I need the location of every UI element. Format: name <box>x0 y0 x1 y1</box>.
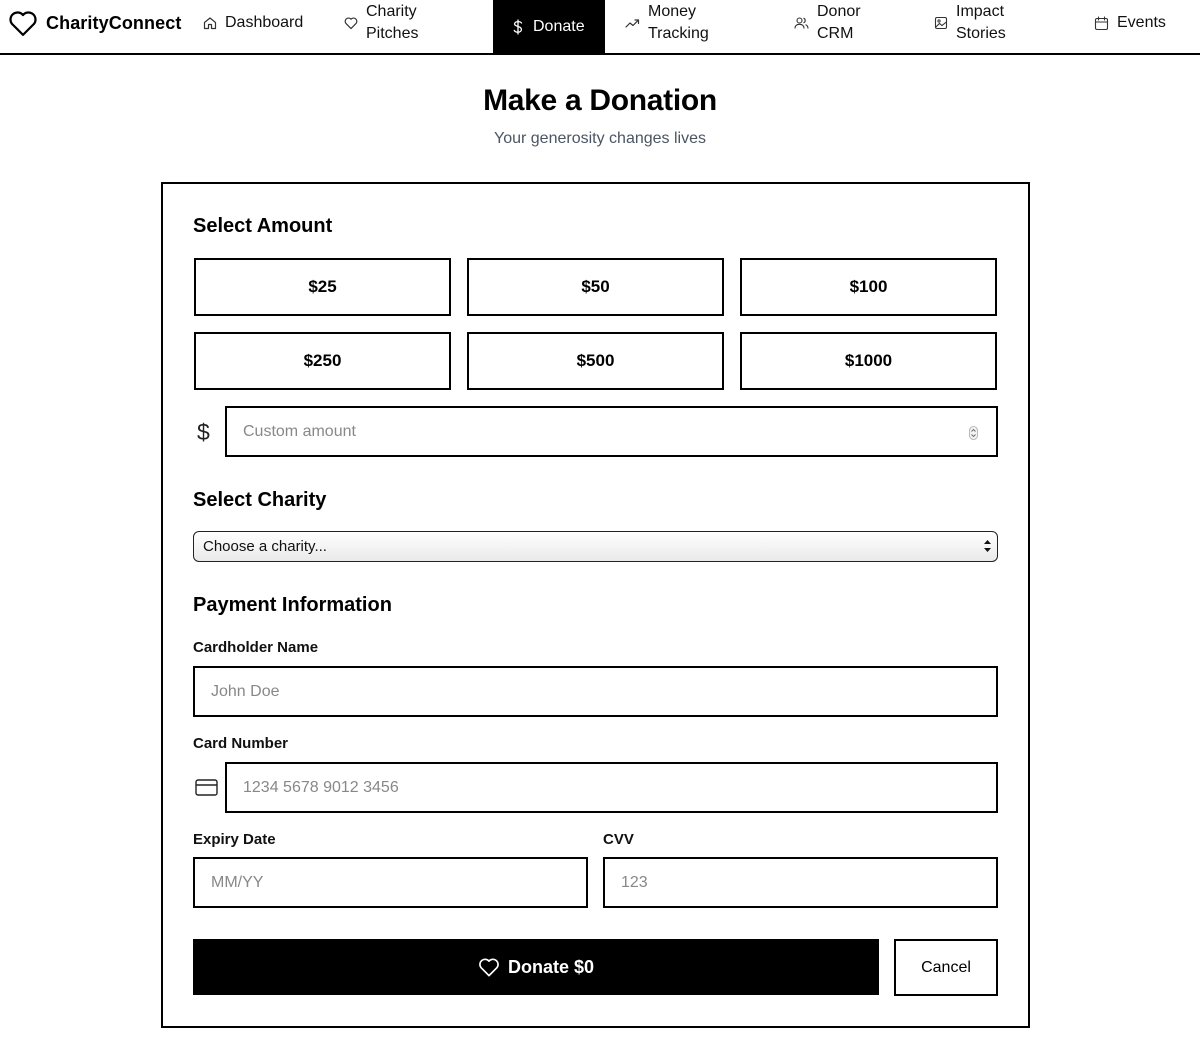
nav-item-label: Events <box>1117 14 1166 31</box>
nav-item-impact-stories[interactable] <box>934 0 1024 46</box>
card-number-label: Card Number <box>193 735 289 752</box>
number-stepper-icon[interactable] <box>969 426 978 440</box>
page-title: Make a Donation <box>483 84 717 117</box>
amount-button-100[interactable]: $100 <box>740 258 997 316</box>
donate-button-label: Donate $0 <box>507 956 595 977</box>
nav-item-donor-crm[interactable] <box>794 0 884 46</box>
select-charity-heading: Select Charity <box>193 489 327 511</box>
image-icon <box>934 16 948 30</box>
nav-item-dashboard[interactable] <box>203 0 303 46</box>
heart-icon <box>344 16 358 30</box>
nav-item-charity-pitches[interactable] <box>344 0 444 46</box>
credit-card-icon <box>195 779 218 796</box>
select-amount-heading: Select Amount <box>193 215 333 237</box>
nav-item-money-tracking[interactable] <box>625 0 735 46</box>
amount-button-1000[interactable]: $1000 <box>740 332 997 390</box>
cardholder-name-placeholder: John Doe <box>211 682 280 700</box>
donate-button[interactable] <box>193 939 879 995</box>
expiry-date-input[interactable] <box>193 857 588 908</box>
custom-amount-placeholder: Custom amount <box>243 422 356 440</box>
calendar-icon <box>1094 16 1109 31</box>
dollar-icon: $ <box>197 419 210 445</box>
dollar-icon <box>511 19 525 35</box>
brand-name: CharityConnect <box>46 12 182 33</box>
nav-item-events[interactable] <box>1094 0 1166 46</box>
expiry-date-placeholder: MM/YY <box>211 873 264 891</box>
expiry-date-label: Expiry Date <box>193 831 276 848</box>
cardholder-name-input[interactable] <box>193 666 998 717</box>
nav-item-label: Charity Pitches <box>366 3 419 42</box>
cvv-label: CVV <box>603 831 634 848</box>
nav-item-donate[interactable] <box>493 0 605 53</box>
nav-item-label: Donate <box>533 17 585 35</box>
cancel-button[interactable]: Cancel <box>894 939 998 996</box>
trending-up-icon <box>625 17 640 29</box>
card-number-input[interactable] <box>225 762 998 813</box>
users-icon <box>794 16 809 30</box>
custom-amount-input[interactable] <box>225 406 998 457</box>
nav-item-label: Impact Stories <box>956 3 1006 42</box>
card-number-placeholder: 1234 5678 9012 3456 <box>243 778 399 796</box>
nav-item-label: Money Tracking <box>648 3 709 42</box>
cardholder-name-label: Cardholder Name <box>193 639 319 656</box>
page-subtitle: Your generosity changes lives <box>494 130 706 147</box>
heart-icon <box>478 957 500 977</box>
amount-button-25[interactable]: $25 <box>194 258 451 316</box>
select-arrows-icon <box>983 538 992 554</box>
cvv-placeholder: 123 <box>621 873 648 891</box>
amount-button-250[interactable]: $250 <box>194 332 451 390</box>
nav-item-label: Donor CRM <box>817 3 861 42</box>
brand-logo[interactable] <box>8 0 181 46</box>
nav-item-label: Dashboard <box>225 14 304 31</box>
top-navigation <box>0 0 1200 55</box>
cvv-input[interactable] <box>603 857 998 908</box>
payment-information-heading: Payment Information <box>193 594 392 616</box>
amount-button-50[interactable]: $50 <box>467 258 724 316</box>
charity-select[interactable] <box>193 531 998 562</box>
heart-icon <box>8 9 38 37</box>
amount-button-500[interactable]: $500 <box>467 332 724 390</box>
charity-select-value: Choose a charity... <box>203 538 327 555</box>
home-icon <box>203 16 217 30</box>
